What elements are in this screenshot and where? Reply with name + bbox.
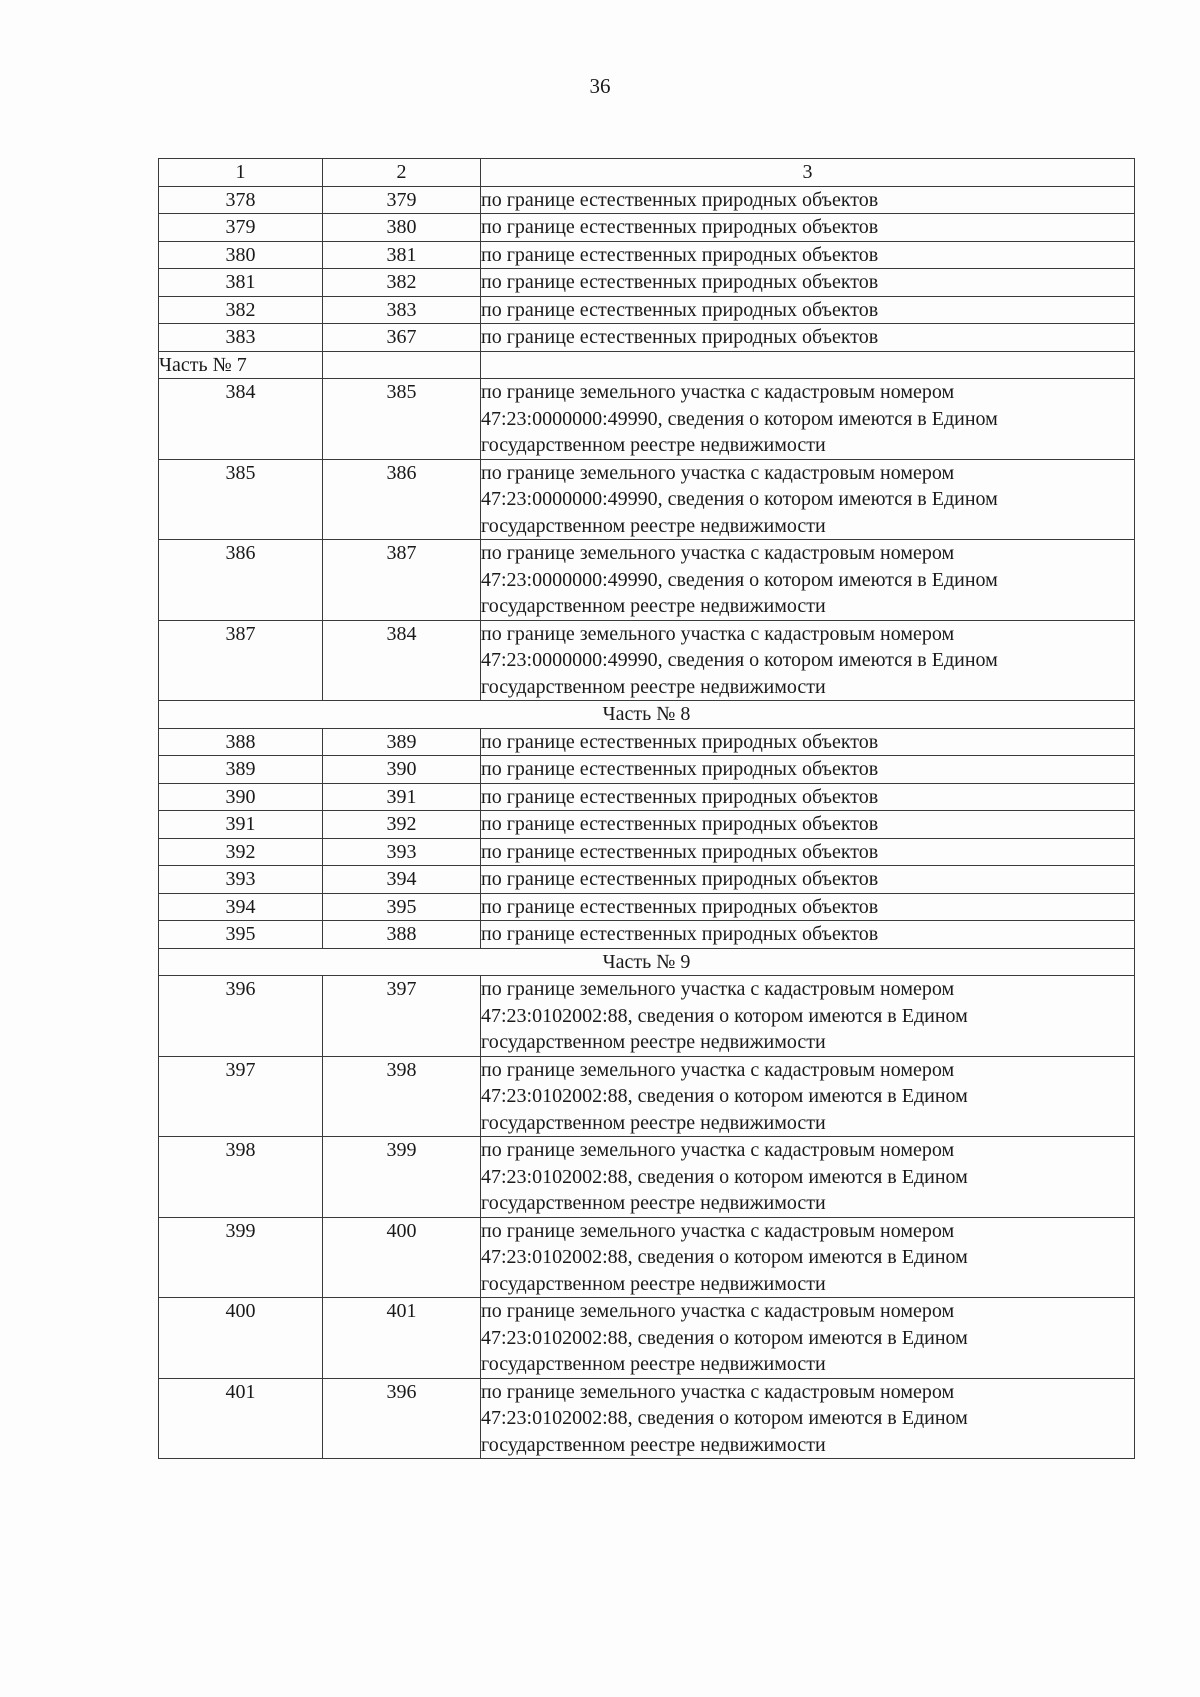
description-cell [481, 540, 1135, 621]
description-cell: по границе естественных природных объектов [481, 214, 1135, 242]
point-to-cell: 390 [323, 756, 481, 784]
description-cell: по границе естественных природных объектов [481, 893, 1135, 921]
point-from-cell: 384 [159, 379, 323, 460]
description-cell: по границе естественных природных объектов [481, 269, 1135, 297]
point-from-cell: 401 [159, 1378, 323, 1459]
part-row [159, 701, 1135, 729]
point-to-cell: 399 [323, 1137, 481, 1218]
description-line: 47:23:0102002:88, сведения о котором имеются в Едином [481, 1004, 968, 1027]
boundary-table-body [159, 159, 1135, 1459]
point-to-cell: 380 [323, 214, 481, 242]
description-cell: по границе естественных природных объектов [481, 241, 1135, 269]
description-line: 47:23:0000000:49990, сведения о котором имеются в Едином [481, 488, 998, 510]
description-cell [481, 1378, 1135, 1459]
header-cell-3: 3 [481, 159, 1135, 187]
point-to-cell: 396 [323, 1378, 481, 1459]
description-cell: по границе естественных природных объектов [481, 811, 1135, 839]
description-line: по границе земельного участка с кадастровым номером [481, 1219, 955, 1242]
point-to-cell: 401 [323, 1298, 481, 1379]
point-to-cell: 383 [323, 296, 481, 324]
point-from-cell: 385 [159, 459, 323, 540]
empty-cell [481, 351, 1135, 379]
part-label: Часть № 7 [159, 351, 323, 379]
description-cell: по границе естественных природных объектов [481, 296, 1135, 324]
table-row [159, 540, 1135, 621]
table-row [159, 241, 1135, 269]
description-line: государственном реестре недвижимости [481, 1111, 826, 1134]
table-row [159, 324, 1135, 352]
description-line: государственном реестре недвижимости [481, 1353, 826, 1375]
table-row [159, 1378, 1135, 1459]
description-line: по границе земельного участка с кадастровым номером [481, 381, 955, 403]
description-cell: по границе естественных природных объектов [481, 728, 1135, 756]
point-from-cell: 395 [159, 921, 323, 949]
point-from-cell: 397 [159, 1056, 323, 1137]
description-line: 47:23:0102002:88, сведения о котором имеются в Едином [481, 1165, 968, 1188]
point-from-cell: 379 [159, 214, 323, 242]
table-row [159, 756, 1135, 784]
point-from-cell: 399 [159, 1217, 323, 1298]
part-label: Часть № 9 [159, 948, 1135, 976]
table-row [159, 893, 1135, 921]
point-to-cell: 394 [323, 866, 481, 894]
table-row [159, 1056, 1135, 1137]
point-from-cell: 387 [159, 620, 323, 701]
point-from-cell: 378 [159, 186, 323, 214]
description-line: государственном реестре недвижимости [481, 514, 826, 537]
description-line: 47:23:0102002:88, сведения о котором имеются в Едином [481, 1246, 968, 1268]
part-label: Часть № 8 [159, 701, 1135, 729]
point-to-cell: 388 [323, 921, 481, 949]
description-line: 47:23:0000000:49990, сведения о котором имеются в Едином [481, 568, 998, 591]
description-cell: по границе естественных природных объектов [481, 866, 1135, 894]
point-to-cell: 382 [323, 269, 481, 297]
table-row [159, 296, 1135, 324]
description-line: по границе земельного участка с кадастровым номером [481, 622, 955, 645]
description-line: по границе земельного участка с кадастровым номером [481, 542, 955, 564]
header-cell-2: 2 [323, 159, 481, 187]
part-row [159, 351, 1135, 379]
point-from-cell: 380 [159, 241, 323, 269]
description-line: 47:23:0000000:49990, сведения о котором имеются в Едином [481, 649, 998, 671]
table-row [159, 620, 1135, 701]
description-cell: по границе естественных природных объектов [481, 324, 1135, 352]
table-row [159, 214, 1135, 242]
point-from-cell: 389 [159, 756, 323, 784]
point-to-cell: 397 [323, 976, 481, 1057]
description-line: 47:23:0102002:88, сведения о котором имеются в Едином [481, 1407, 968, 1429]
empty-cell [323, 351, 481, 379]
description-line: по границе земельного участка с кадастровым номером [481, 978, 955, 1000]
boundary-table [158, 158, 1135, 1459]
description-line: 47:23:0102002:88, сведения о котором имеются в Едином [481, 1326, 968, 1349]
description-line: по границе земельного участка с кадастровым номером [481, 1380, 955, 1403]
table-row [159, 728, 1135, 756]
point-to-cell: 393 [323, 838, 481, 866]
point-to-cell: 367 [323, 324, 481, 352]
description-cell [481, 1056, 1135, 1137]
point-to-cell: 392 [323, 811, 481, 839]
description-cell [481, 976, 1135, 1057]
point-from-cell: 396 [159, 976, 323, 1057]
description-line: государственном реестре недвижимости [481, 1031, 826, 1053]
table-row [159, 186, 1135, 214]
description-cell [481, 1217, 1135, 1298]
description-cell [481, 379, 1135, 460]
point-from-cell: 400 [159, 1298, 323, 1379]
table-header-row [159, 159, 1135, 187]
description-line: по границе земельного участка с кадастровым номером [481, 1058, 955, 1081]
table-row [159, 379, 1135, 460]
point-from-cell: 386 [159, 540, 323, 621]
point-to-cell: 391 [323, 783, 481, 811]
table-row [159, 459, 1135, 540]
table-row [159, 811, 1135, 839]
table-row [159, 838, 1135, 866]
point-to-cell: 384 [323, 620, 481, 701]
description-cell [481, 1137, 1135, 1218]
description-line: государственном реестре недвижимости [481, 1433, 826, 1456]
description-line: по границе земельного участка с кадастровым номером [481, 1139, 955, 1161]
point-from-cell: 394 [159, 893, 323, 921]
description-cell [481, 620, 1135, 701]
point-to-cell: 386 [323, 459, 481, 540]
point-from-cell: 388 [159, 728, 323, 756]
point-from-cell: 390 [159, 783, 323, 811]
point-to-cell: 400 [323, 1217, 481, 1298]
table-row [159, 783, 1135, 811]
point-from-cell: 398 [159, 1137, 323, 1218]
point-to-cell: 398 [323, 1056, 481, 1137]
description-cell [481, 459, 1135, 540]
description-cell: по границе естественных природных объектов [481, 186, 1135, 214]
part-row [159, 948, 1135, 976]
description-line: государственном реестре недвижимости [481, 1192, 826, 1214]
table-row [159, 921, 1135, 949]
description-line: государственном реестре недвижимости [481, 434, 826, 456]
point-from-cell: 392 [159, 838, 323, 866]
description-line: 47:23:0102002:88, сведения о котором имеются в Едином [481, 1085, 968, 1107]
table-row [159, 1298, 1135, 1379]
point-from-cell: 382 [159, 296, 323, 324]
description-line: по границе земельного участка с кадастровым номером [481, 1300, 955, 1322]
description-cell [481, 1298, 1135, 1379]
table-row [159, 1217, 1135, 1298]
header-cell-1: 1 [159, 159, 323, 187]
point-to-cell: 389 [323, 728, 481, 756]
description-cell: по границе естественных природных объектов [481, 921, 1135, 949]
point-to-cell: 385 [323, 379, 481, 460]
point-from-cell: 393 [159, 866, 323, 894]
table-row [159, 976, 1135, 1057]
page-number: 36 [589, 74, 611, 98]
table-row [159, 866, 1135, 894]
point-to-cell: 379 [323, 186, 481, 214]
description-line: по границе земельного участка с кадастровым номером [481, 461, 955, 484]
point-from-cell: 383 [159, 324, 323, 352]
table-row [159, 1137, 1135, 1218]
point-from-cell: 391 [159, 811, 323, 839]
description-cell: по границе естественных природных объектов [481, 756, 1135, 784]
description-line: государственном реестре недвижимости [481, 1272, 826, 1295]
point-to-cell: 387 [323, 540, 481, 621]
table-row [159, 269, 1135, 297]
point-from-cell: 381 [159, 269, 323, 297]
description-line: государственном реестре недвижимости [481, 595, 826, 617]
point-to-cell: 381 [323, 241, 481, 269]
description-cell: по границе естественных природных объектов [481, 838, 1135, 866]
description-cell: по границе естественных природных объектов [481, 783, 1135, 811]
point-to-cell: 395 [323, 893, 481, 921]
description-line: 47:23:0000000:49990, сведения о котором имеются в Едином [481, 407, 998, 430]
description-line: государственном реестре недвижимости [481, 675, 826, 698]
